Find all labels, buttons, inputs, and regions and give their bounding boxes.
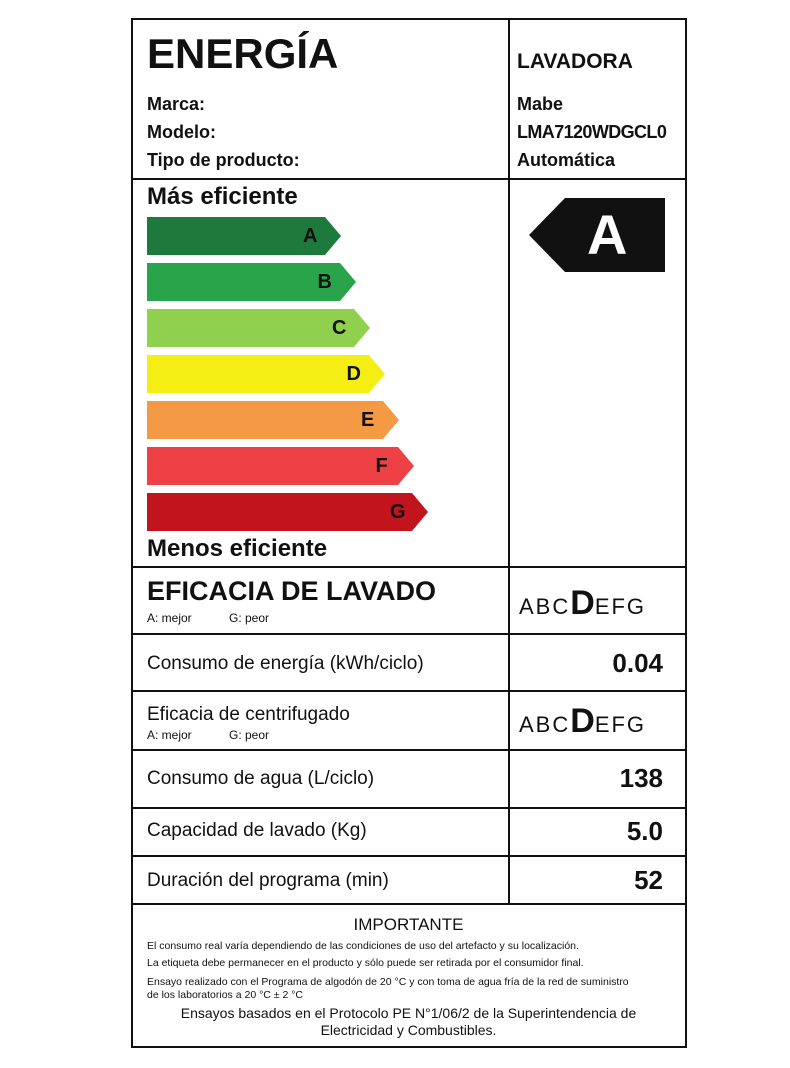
- footer-line-1: El consumo real varía dependiendo de las condiciones de uso del artefacto y su localización.: [147, 940, 579, 952]
- product-type: LAVADORA: [517, 50, 633, 73]
- class-arrow-tip: [325, 217, 341, 255]
- class-letter: F: [375, 455, 388, 477]
- class-letter: B: [317, 271, 332, 293]
- energy-consumption-value: 0.04: [612, 648, 663, 678]
- scale-bottom-label: Menos eficiente: [147, 535, 328, 562]
- class-arrow-body: [147, 355, 369, 393]
- footer-line-5: Ensayos basados en el Protocolo PE N°1/06/2 de la Superintendencia de: [180, 1005, 637, 1021]
- spin-efficiency-title: Eficacia de centrifugado: [147, 704, 350, 725]
- class-arrow-c: [147, 309, 370, 347]
- divider-capacity: [133, 855, 685, 857]
- class-arrow-f: [147, 447, 414, 485]
- class-arrow-body: [147, 447, 398, 485]
- class-arrow-b: [147, 263, 356, 301]
- label-title: ENERGÍA: [147, 30, 339, 77]
- wash-best-note: A: mejor: [147, 611, 192, 625]
- class-arrow-body: [147, 493, 412, 531]
- program-duration-label: Duración del programa (min): [147, 870, 389, 891]
- class-letter: D: [346, 363, 361, 385]
- footer-title: IMPORTANTE: [353, 915, 464, 934]
- column-divider: [508, 20, 510, 905]
- divider-energy: [133, 690, 685, 692]
- brand-value: Mabe: [517, 94, 564, 114]
- wash-worst-note: G: peor: [229, 611, 270, 625]
- footer-line-3: Ensayo realizado con el Programa de algodón de 20 °C y con toma de agua fría de la red de suministro: [147, 976, 629, 988]
- wash-efficiency-scale: [519, 584, 646, 623]
- class-arrow-d: [147, 355, 385, 393]
- class-letter: C: [332, 317, 347, 339]
- spin-best-note: A: mejor: [147, 728, 192, 742]
- class-letter: E: [361, 409, 375, 431]
- footer-line-6: Electricidad y Combustibles.: [320, 1022, 497, 1038]
- class-letter: G: [390, 501, 406, 523]
- scale-top-label: Más eficiente: [147, 183, 298, 210]
- divider-duration: [133, 903, 685, 905]
- program-duration-value: 52: [634, 865, 663, 895]
- wash-scale-pre: ABC: [519, 594, 571, 619]
- water-consumption-label: Consumo de agua (L/ciclo): [147, 768, 375, 789]
- brand-label: Marca:: [147, 94, 206, 114]
- type-value: Automática: [517, 150, 616, 170]
- footer-line-4: de los laboratorios a 20 °C ± 2 °C: [147, 989, 303, 1001]
- spin-scale-post: EFG: [594, 712, 647, 737]
- class-arrow-tip: [340, 263, 356, 301]
- divider-scale: [133, 566, 685, 568]
- divider-header: [133, 178, 685, 180]
- class-arrow-tip: [398, 447, 414, 485]
- class-arrow-body: [147, 263, 340, 301]
- divider-spin: [133, 749, 685, 751]
- wash-capacity-label: Capacidad de lavado (Kg): [147, 820, 367, 841]
- wash-scale-selected: D: [570, 584, 595, 622]
- type-label: Tipo de producto:: [147, 150, 300, 170]
- energy-consumption-label: Consumo de energía (kWh/ciclo): [147, 653, 424, 674]
- class-arrow-tip: [354, 309, 370, 347]
- model-label: Modelo:: [147, 122, 216, 142]
- class-arrow-e: [147, 401, 399, 439]
- water-consumption-value: 138: [619, 763, 663, 793]
- class-arrow-a: [147, 217, 341, 255]
- spin-scale-pre: ABC: [519, 712, 571, 737]
- rating-arrow-tip: [529, 198, 565, 272]
- wash-capacity-value: 5.0: [626, 816, 663, 846]
- divider-water: [133, 807, 685, 809]
- energy-label: [131, 18, 687, 1048]
- rating-letter: A: [587, 203, 628, 266]
- spin-scale-selected: D: [570, 702, 595, 740]
- class-arrow-tip: [383, 401, 399, 439]
- divider-wash: [133, 633, 685, 635]
- class-arrow-body: [147, 309, 354, 347]
- wash-efficiency-title: EFICACIA DE LAVADO: [147, 576, 436, 606]
- model-value: LMA7120WDGCL0: [517, 122, 667, 142]
- spin-worst-note: G: peor: [229, 728, 270, 742]
- class-arrow-body: [147, 217, 325, 255]
- class-arrow-g: [147, 493, 428, 531]
- class-arrow-tip: [412, 493, 428, 531]
- wash-scale-post: EFG: [594, 594, 647, 619]
- footer-line-2: La etiqueta debe permanecer en el producto y sólo puede ser retirada por el consumidor final.: [147, 957, 584, 969]
- class-arrow-tip: [369, 355, 385, 393]
- class-letter: A: [303, 225, 318, 247]
- rating-indicator: [529, 198, 665, 272]
- spin-efficiency-scale: [519, 702, 646, 741]
- class-arrow-body: [147, 401, 383, 439]
